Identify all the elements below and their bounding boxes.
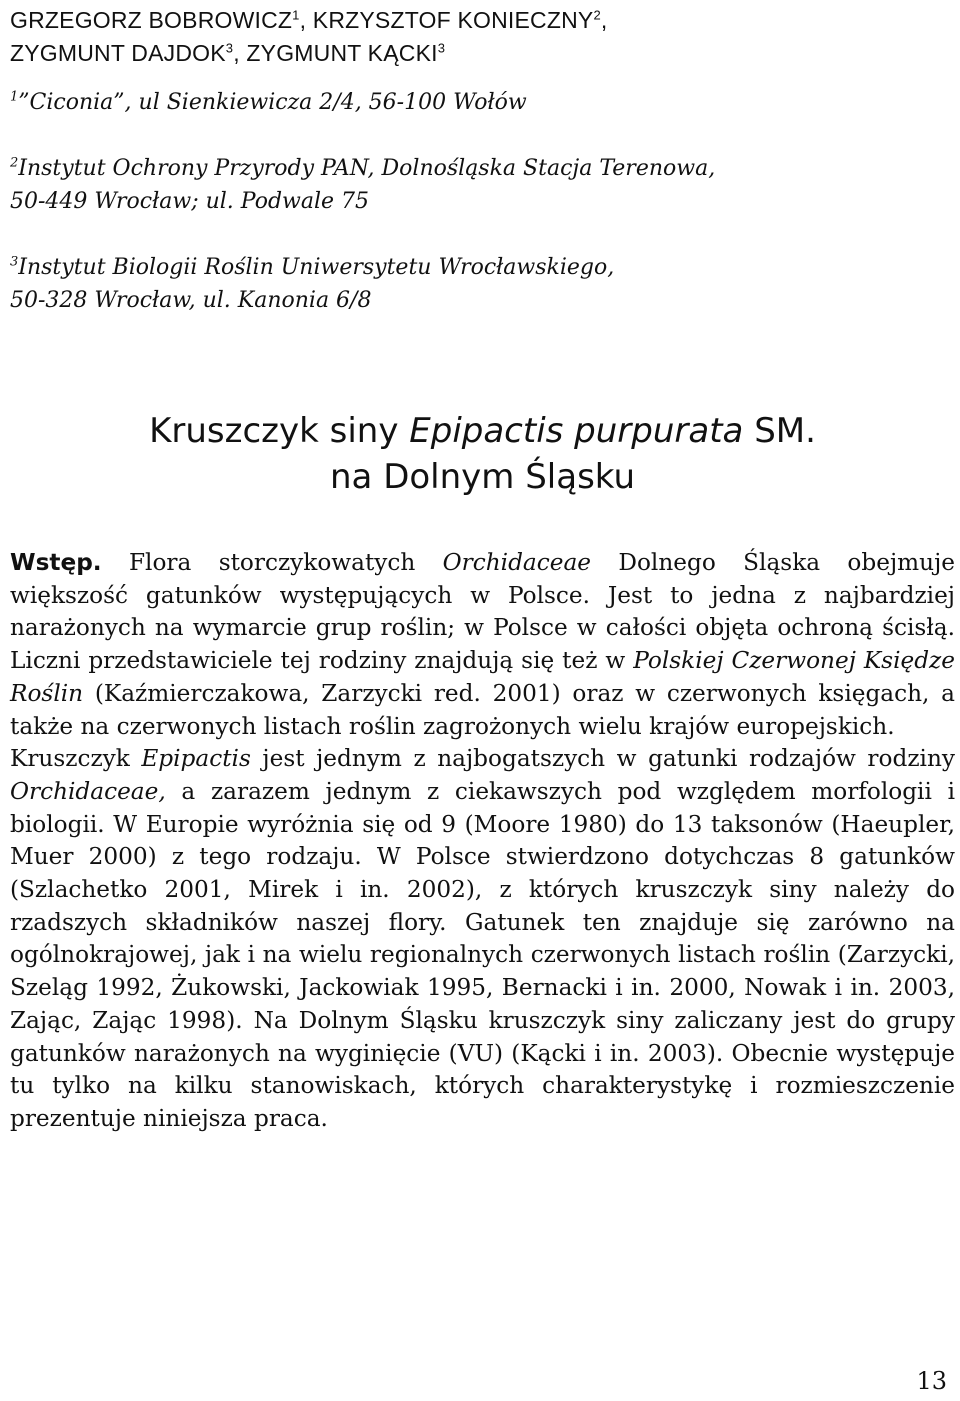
affiliation-2 — [10, 152, 715, 218]
page-number: 13 — [916, 1367, 947, 1395]
affiliation-1-line-1: ”Ciconia”, ul Sienkiewicza 2/4, 56-100 Wołów — [18, 90, 527, 115]
affiliation-3-number: 3 — [10, 254, 19, 270]
paragraph-2-text-3: a zarazem jednym z ciekawszych pod względem morfologii i biologii. W Europie wyróżnia się od 9 (Moore 1980) do 13 taksonów (Haeupler, Muer 2000) z tego rodzaju. W Polsce stwierdzono dotychczas 8 gatunków (Szlachetko 2001, Mirek i in. 2002), z których kruszczyk siny należy do rzadszych składników naszej flory. Gatunek ten znajduje się zarówno na ogólnokrajowej, jak i na wielu regionalnych czerwonych listach roślin (Zarzycki, Szeląg 1992, Żukowski, Jackowiak 1995, Bernacki i in. 2000, Nowak i in. 2003, Zając, Zając 1998). Na Dolnym Śląsku kruszczyk siny zaliczany jest do grupy gatunków narażonych na wyginięcie (VU) (Kącki i in. 2003). Obecnie występuje tu tylko na kilku stanowiskach, których charakterystykę i rozmieszczenie prezentuje niniejsza praca. — [10, 777, 955, 1132]
title-latin-name: Epipactis purpurata — [409, 411, 744, 451]
paragraph-1-text-1: Flora storczykowatych — [101, 549, 443, 576]
affiliation-2-number: 2 — [10, 155, 19, 171]
paragraph-1-text-2: Dolnego Śląska obejmuje większość gatunków występujących w Polsce. Jest to jedna z najbardziej narażonych na wymarcie grup roślin; w Polsce w całości objęta ochroną ścisłą. Liczni przedstawiciele tej rodziny znajdują się też w — [10, 549, 955, 675]
title-author-abbrev: SM. — [743, 411, 816, 451]
affiliation-1-number: 1 — [10, 89, 19, 105]
affiliation-3 — [10, 251, 614, 317]
paragraph-2-text-2: jest jednym z najbogatszych w gatunki rodzajów rodziny — [250, 745, 955, 773]
affiliation-3-line-2: 50-328 Wrocław, ul. Kanonia 6/8 — [10, 288, 372, 313]
body-text — [10, 547, 955, 1136]
authors-line-1 — [10, 4, 607, 37]
article-title — [10, 408, 955, 500]
paragraph-2-genus: Epipactis — [141, 745, 251, 773]
author-1: GRZEGORZ BOBROWICZ — [10, 7, 293, 33]
title-line-2: na Dolnym Śląsku — [330, 457, 635, 497]
authors-separator: , — [600, 7, 608, 33]
paragraph-1-taxon: Orchidaceae — [442, 549, 592, 576]
author-1-affil-mark: 1 — [292, 7, 300, 23]
author-4: , ZYGMUNT KĄCKI — [233, 40, 438, 66]
author-3: ZYGMUNT DAJDOK — [10, 40, 226, 66]
page — [10, 0, 955, 1401]
affiliation-1 — [10, 86, 527, 119]
paragraph-1-text-3: (Kaźmierczakowa, Zarzycki red. 2001) oraz w czerwonych księgach, a także na czerwonych listach roślin zagrożonych wielu krajów europejskich. — [10, 679, 955, 740]
authors — [10, 4, 607, 70]
author-2-affil-mark: 2 — [593, 7, 601, 23]
paragraph-2-family: Orchidaceae, — [10, 777, 166, 805]
title-line-1 — [10, 408, 955, 454]
affiliation-3-line-1: Instytut Biologii Roślin Uniwersytetu Wrocławskiego, — [18, 255, 615, 280]
author-2: , KRZYSZTOF KONIECZNY — [299, 7, 594, 33]
affiliation-2-line-1: Instytut Ochrony Przyrody PAN, Dolnośląska Stacja Terenowa, — [18, 156, 716, 181]
author-4-affil-mark: 3 — [437, 40, 446, 56]
affiliation-2-line-2: 50-449 Wrocław; ul. Podwale 75 — [10, 189, 370, 214]
paragraph-genus — [10, 743, 955, 1135]
author-3-affil-mark: 3 — [225, 40, 234, 56]
paragraph-1-book-title: Polskiej Czerwonej Księdze Roślin — [10, 647, 955, 707]
paragraph-introduction — [10, 547, 955, 743]
title-common-name: Kruszczyk siny — [149, 411, 410, 451]
authors-line-2 — [10, 37, 607, 70]
paragraph-2-text-1: Kruszczyk — [10, 745, 142, 773]
section-lead-heading: Wstęp. — [10, 549, 102, 576]
